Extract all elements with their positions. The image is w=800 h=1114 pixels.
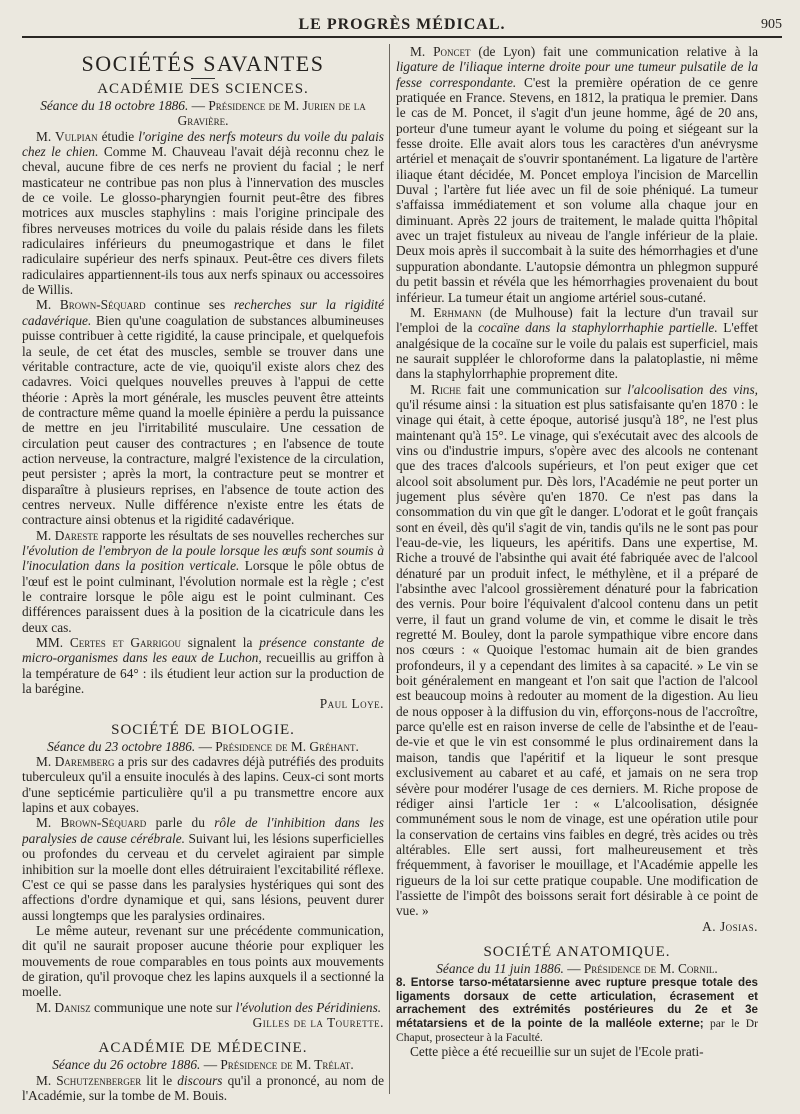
paragraph-text: (de Mulhouse) fait la lecture d'un travail sur l'emploi de la	[396, 304, 758, 336]
right-column	[396, 44, 758, 1104]
author-name: M. Vulpian	[36, 128, 98, 144]
biologie-signature: Gilles de la Tourette.	[252, 1014, 384, 1030]
paragraph	[396, 44, 758, 305]
paragraph-topic: recherches sur la rigidité cadavérique.	[22, 297, 384, 328]
author-name: M. Brown-Séquard	[36, 297, 146, 313]
paragraph	[22, 754, 384, 815]
paragraph-topic: discours	[177, 1072, 223, 1088]
author-name: M. Daremberg	[36, 754, 115, 770]
paragraph-text: Bien qu'une coagulation de substances albumineuses puisse contribuer à cette rigidité, la cause principale, et quelquefois la seule, de cet état des muscles, semble se trouver dans une véritable contracture, acte de vie, quoiqu'il existe alors chez des cadavres. Voici quelques nouvelles preuves à l'appui de cette théorie : Après la mort générale, les muscles peuvent être atteints de contracture même quand la moelle épinière a perdu la puissance de mettre en jeu l'irritabilité musculaire. Une cessation de circulation peut causer des contractures ; en l'absence de toute action nerveuse, la contracture, malgré l'existence de la circulation, peut persister ; après la mort, la contracture peut se montrer et disparaître à plusieurs reprises, en l'absence de toute action des centres nerveux. Nulle différence n'existe entre les états de contracture ainsi obtenus et la rigidité cadavérique.	[22, 312, 384, 528]
paragraph-topic: l'évolution de l'embryon de la poule lorsque les œufs sont soumis à l'inoculation dans la position verticale.	[22, 542, 384, 574]
paragraph	[22, 528, 384, 635]
medecine-continued-body	[396, 44, 758, 919]
paragraph	[22, 297, 384, 527]
biologie-heading: SOCIÉTÉ DE BIOLOGIE.	[111, 721, 295, 738]
medecine-signature: A. Josias.	[702, 918, 758, 934]
running-head	[22, 14, 782, 38]
paragraph-text: fait une communication sur	[461, 381, 628, 397]
column-divider	[389, 44, 390, 1094]
paragraph-topic: ligature de l'iliaque interne droite pour une tumeur pulsatile de la fesse correspondante.	[396, 59, 758, 90]
author-name: M. Poncet	[410, 44, 471, 59]
paragraph-text: Suivant lui, les lésions superficielles ou profondes du cerveau et du cervelet agiraient par simple inhibition sur la moelle dont elles détruiraient l'excitabilité réflexe. C'est ce qui se passe dans les paralysies hystériques qui sont des affections d'ordre dynamique et qui, sans lésions, peuvent durer aussi longtemps que les paralysies ordinaires.	[22, 830, 384, 923]
paragraph	[22, 129, 384, 298]
author-name: M. Riche	[410, 381, 462, 397]
sciences-signature: Paul Loye.	[319, 696, 384, 712]
paragraph-topic: rôle de l'inhibition dans les paralysies de cause cérébrale.	[22, 815, 384, 846]
paragraph-text: communique une note sur	[90, 999, 236, 1015]
paragraph-text: a pris sur des cadavres déjà putréfiés des produits tuberculeux qu'il a ensuite inoculés à des lapins. Ceux-ci sont morts d'une septicémie particulière qu'il a pu transmettre encore aux lapins et aux cobayes.	[22, 754, 384, 816]
paragraph-text: parle du	[146, 815, 215, 831]
case-title: 8. Entorse tarso-métatarsienne avec rupture presque totale des ligaments dorsaux de cette articulation, écrasement et arrachement des extrémités postérieures du 2e et 3e métatarsiens et de la pointe de la malléole externe; par le Dr Chaput, prosecteur à la Faculté.	[396, 976, 758, 1044]
paragraph-topic: présence constante de micro-organismes dans les eaux de Luchon,	[22, 635, 384, 666]
paragraph-text: signalent la	[180, 635, 260, 651]
paragraph-text: rapporte les résultats de ses nouvelles recherches sur	[98, 527, 384, 543]
author-name: M. Dareste	[36, 527, 99, 543]
paragraph-text: étudie	[97, 128, 139, 144]
paragraph-text: lit le	[141, 1072, 178, 1088]
sciences-body	[22, 129, 384, 697]
paragraph-text: Le même auteur, revenant sur une précédente communication, dit qu'il ne saurait proposer aucune théorie pour expliquer les mouvements de roue comparables en tous points aux mouvements de giration, qu'il provoque chez les lapins auxquels il a sectionné la moelle.	[22, 922, 384, 1000]
anatomique-seance: Séance du 11 juin 1886. — Présidence de M. Cornil.	[436, 960, 718, 976]
left-column	[22, 44, 384, 1104]
paragraph-text: qu'il a prononcé, au nom de l'Académie, sur la tombe de M. Bouis.	[22, 1072, 384, 1103]
paragraph-text: recueillis au griffon à la température de 64° : ils étudient leur action sur la production de la barégine.	[22, 650, 384, 697]
medecine-seance: Séance du 26 octobre 1886. — Présidence de M. Trélat.	[52, 1057, 354, 1073]
paragraph-text: Comme M. Chauveau l'avait déjà reconnu chez le cheval, aucune fibre de ces nerfs ne provient du facial ; le nerf masticateur ne contribue pas non plus à l'innervation des muscles de ce voile. Le glosso-pharyngien fournit peut-être des fibres motrices aux muscles staphylins : mais l'origine principale des fibres nerveuses motrices du voile du palais réside dans les filets radiculaires inférieurs du pneumogastrique et dans le filet radiculaire supérieur des nerfs spinaux. Peut-être ces divers filets radiculaires appartiennent-ils tous aux nerfs spinaux ou accessoires de Willis.	[22, 144, 384, 298]
author-name: M. Schutzenberger	[36, 1072, 142, 1088]
paragraph	[22, 635, 384, 696]
anatomique-heading: SOCIÉTÉ ANATOMIQUE.	[483, 943, 671, 960]
section-title: SOCIÉTÉS SAVANTES	[81, 51, 325, 76]
paragraph	[22, 815, 384, 922]
biologie-body	[22, 754, 384, 1015]
title-rule	[191, 78, 215, 79]
sciences-seance: Séance du 18 octobre 1886. — Présidence de M. Jurien de la Gravière.	[40, 98, 366, 129]
journal-title: LE PROGRÈS MÉDICAL.	[298, 16, 506, 33]
medecine-heading: ACADÉMIE DE MÉDECINE.	[98, 1040, 308, 1057]
paragraph-topic: l'évolution des Péridiniens.	[235, 999, 382, 1015]
case-first-line: Cette pièce a été recueillie sur un sujet de l'Ecole prati-	[410, 1044, 704, 1060]
paragraph-topic: cocaïne dans la staphylorrhaphie partielle.	[478, 320, 718, 336]
paragraph-text: (de Lyon) fait une communication relative à la	[470, 44, 758, 59]
author-name: M. Erhmann	[410, 304, 482, 320]
author-name: MM. Certes et Garrigou	[36, 635, 181, 651]
paragraph	[396, 382, 758, 919]
page-number: 905	[761, 17, 782, 32]
paragraph	[22, 1000, 384, 1015]
paragraph-text: qu'il résume ainsi : la situation est plus satisfaisante qu'en 1870 : le vinage qui était, à cette époque, autorisé jusqu'à 18°, ne l'est plus maintenant qu'à 15°. Le vinage, qui s'exécutait avec des alcools de vins ou d'industrie impurs, s'opère avec des alcools ne contenant que des traces d'alcools supérieurs, et l'on peut exiger que cet alcool soit absolument pur. Dès lors, l'Académie ne peut porter un jugement plus sévère qu'en 1870. Ce n'est pas dans la consommation du vin que gît le danger. L'odorat et le goût français sont en éveil, dès qu'il s'agit de vin, tandis qu'ils ne le sont pas pour l'eau-de-vie, les liqueurs, les apéritifs. Dans une expertise, M. Riche a trouvé de l'absinthe qui avait été fabriquée avec de l'alcool dénaturé par un produit infect, le méthylène, et il a préparé de l'absinthe avec l'alcool grossièrement dénaturé pour la fabrication des vernis. Pour boire l'équivalent d'alcool contenu dans un petit verre, il faut un grand volume de vin, et comme le disait le très regretté M. Bouley, dont la parole sympathique vibre encore dans nos cœurs : « Quoique l'estomac humain ait de bien grandes profondeurs, il y a cependant des limites à sa capacité. » Le vin se boit généralement en mangeant et l'on sait que l'action de l'alcool est beaucoup moins à redouter au moment de la digestion. Au lieu de nous opposer à la diffusion du vin, efforçons-nous de l'accroître, parce qu'elle est en raison inverse de celle de l'absinthe et de l'eau-de-vie et que le vin est consommé le plus ordinairement dans la maison, tandis que l'apéritif et la liqueur le sont presque exclusivement au cabaret et au café, et jamais on ne sera trop sévère pour modérer l'usage de ces derniers. M. Riche propose de rédiger ainsi l'article 1er : « L'alcoolisation, désignée communément sous le nom de vinage, est une opération utile pour la conservation de certains vins faibles en degré, très acides ou très altérables. Elle sert aussi, fort malheureusement et très fréquemment, à favoriser le mouillage, et l'Académie appelle les rigueurs de la loi sur cette pratique coupable. Une modification de l'assiette de l'impôt des boissons serait fort désirable à ce point de vue. »	[396, 396, 758, 919]
paragraph-text: continue ses	[145, 297, 234, 313]
paragraph	[396, 305, 758, 382]
author-name: M. Brown-Séquard	[36, 815, 147, 831]
paragraph-text: Lorsque le pôle obtus de l'œuf est le point culminant, l'évolution normale est la règle ; c'est le contraire lorsque le pôle aigu est le point culminant. Ces différences paraissent dues à la position de la cicatricule dans les deux cas.	[22, 558, 384, 635]
sciences-heading: ACADÉMIE DES SCIENCES.	[97, 81, 309, 97]
paragraph	[22, 1073, 384, 1104]
medecine-body	[22, 1073, 384, 1104]
paragraph-text: L'effet analgésique de la cocaïne sur le voile du palais est superficiel, mais ne saurait suppléer le chloroforme dans la palatoplastie, ni même dans la staphylorrhaphie proprement dite.	[396, 320, 758, 382]
paragraph-text: C'est la première opération de ce genre pratiquée en France. Stevens, en 1812, la pratiqua le premier. Dans le cas de M. Poncet, il s'agit d'un jeune homme, âgé de 20 ans, porteur d'une tumeur ayant le volume du poing et siégeant sur la fesse droite. Elle avait alors tous les caractères d'un anévrysme artériel et menaçait de s'ouvrir spontanément. La ligature de l'artère iliaque étant décidée, M. Poncet employa l'incision de Marcellin Duval ; l'artère fut liée avec un fil de soie phéniqué. La tumeur s'affaissa immédiatement et son volume alla chaque jour en diminuant. Après 22 jours de traitement, le malade quitta l'hôpital avec un trajet fistuleux au niveau de l'angle inférieur de la plaie. Deux mois après il succombait à la suite des hémorrhagies et d'une suppuration abondante. L'autopsie démontra un phlegmon suppuré du petit bassin et révéla que les hémorrhagies provenaient du bout inférieur. La tumeur était un angiome artériel sous-cutané.	[396, 74, 758, 305]
paragraph-topic: l'origine des nerfs moteurs du voile du palais chez le chien.	[22, 128, 384, 160]
paragraph-topic: l'alcoolisation des vins,	[627, 381, 758, 397]
biologie-seance: Séance du 23 octobre 1886. — Présidence de M. Gréhant.	[47, 738, 359, 754]
author-name: M. Danisz	[36, 999, 91, 1015]
paragraph	[22, 923, 384, 1000]
